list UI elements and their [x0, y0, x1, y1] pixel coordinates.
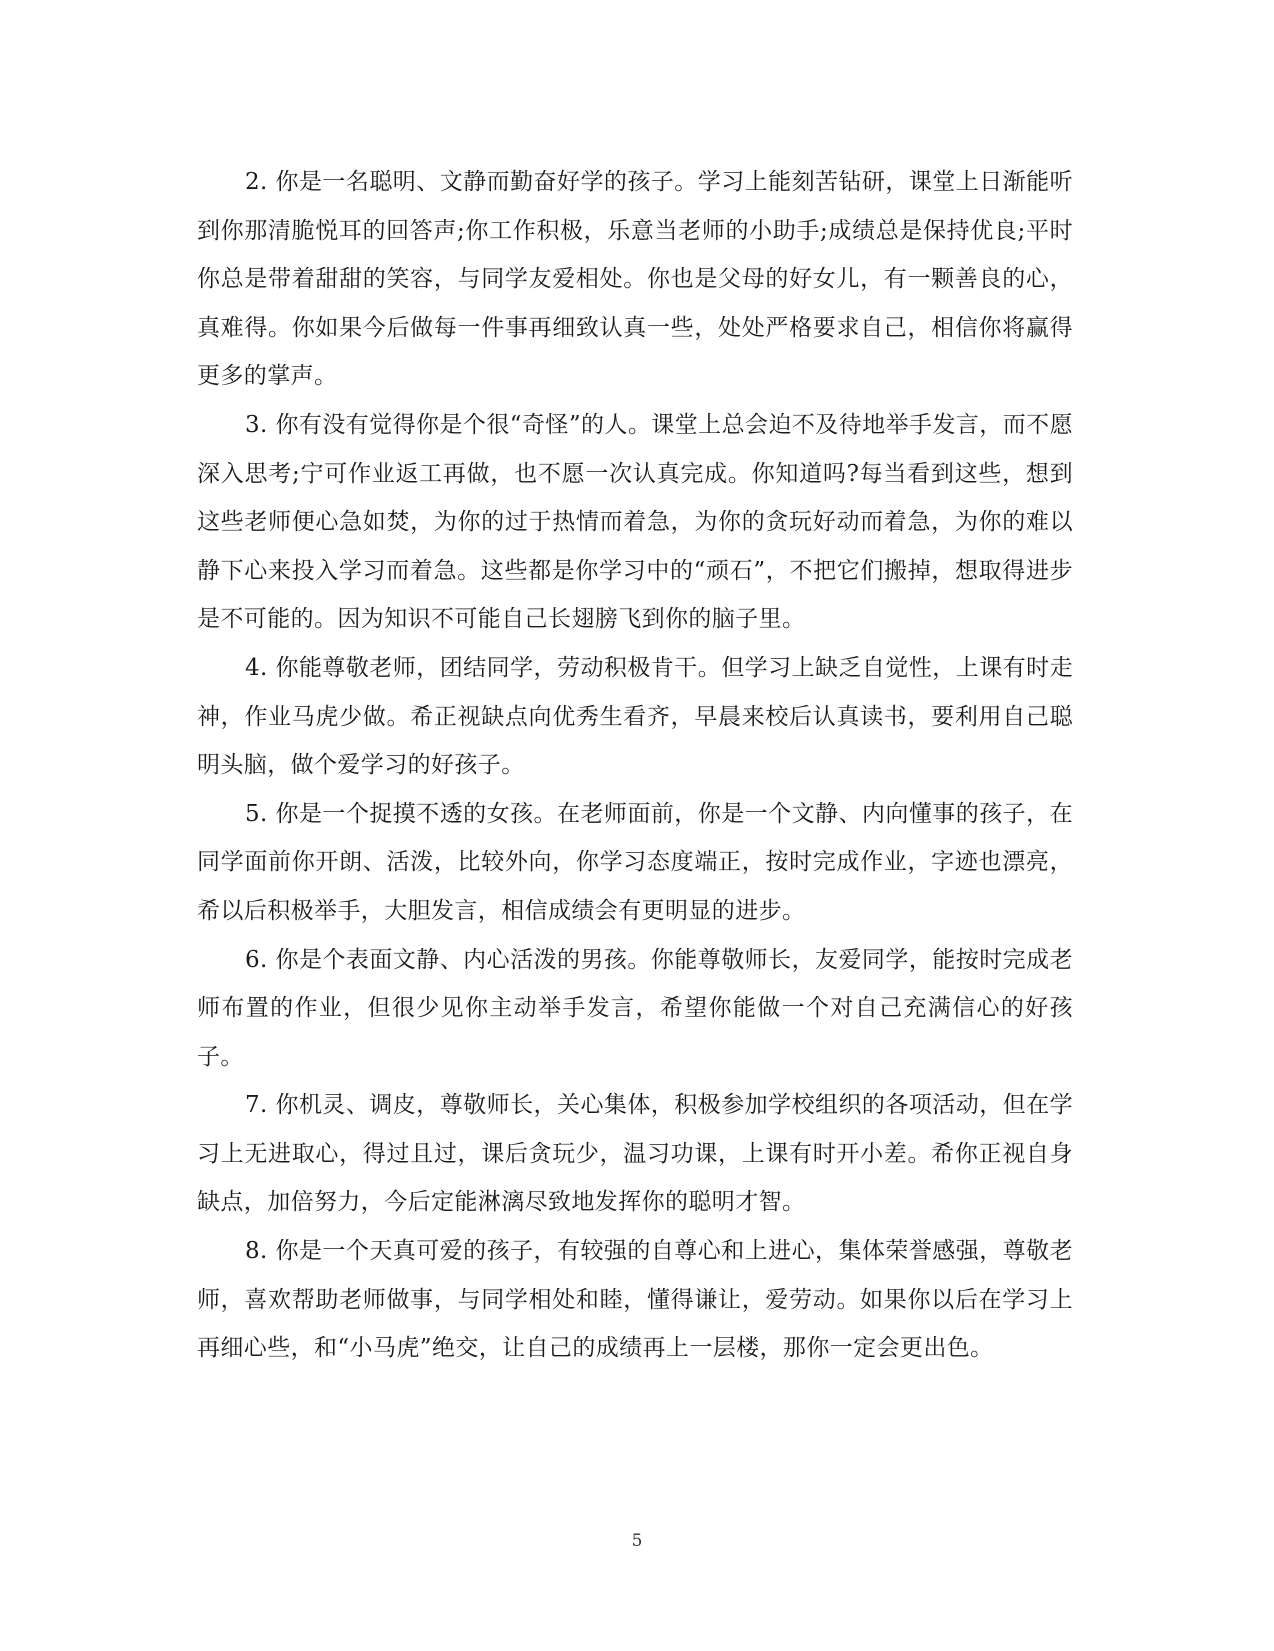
document-body	[197, 158, 1073, 1373]
paragraph-4: 4. 你能尊敬老师，团结同学，劳动积极肯干。但学习上缺乏自觉性，上课有时走神，作业马虎少做。希正视缺点向优秀生看齐，早晨来校后认真读书，要利用自己聪明头脑，做个爱学习的好孩子。	[197, 654, 1073, 779]
page-number: 5	[631, 1531, 643, 1551]
paragraph-3: 3. 你有没有觉得你是个很“奇怪”的人。课堂上总会迫不及待地举手发言，而不愿深入思考;宁可作业返工再做，也不愿一次认真完成。你知道吗?每当看到这些，想到这些老师便心急如焚，为你的过于热情而着急，为你的贪玩好动而着急，为你的难以静下心来投入学习而着急。这些都是你学习中的“顽石”，不把它们搬掉，想取得进步是不可能的。因为知识不可能自己长翅膀飞到你的脑子里。	[197, 411, 1073, 633]
paragraph-8: 8. 你是一个天真可爱的孩子，有较强的自尊心和上进心，集体荣誉感强，尊敬老师，喜欢帮助老师做事，与同学相处和睦，懂得谦让，爱劳动。如果你以后在学习上再细心些，和“小马虎”绝交，让自己的成绩再上一层楼，那你一定会更出色。	[197, 1238, 1073, 1362]
paragraph-7: 7. 你机灵、调皮，尊敬师长，关心集体，积极参加学校组织的各项活动，但在学习上无进取心，得过且过，课后贪玩少，温习功课，上课有时开小差。希你正视自身缺点，加倍努力，今后定能淋漓尽致地发挥你的聪明才智。	[197, 1092, 1073, 1216]
paragraph-6: 6. 你是个表面文静、内心活泼的男孩。你能尊敬师长，友爱同学，能按时完成老师布置的作业，但很少见你主动举手发言，希望你能做一个对自己充满信心的好孩子。	[197, 946, 1073, 1070]
paragraph-5: 5. 你是一个捉摸不透的女孩。在老师面前，你是一个文静、内向懂事的孩子，在同学面前你开朗、活泼，比较外向，你学习态度端正，按时完成作业，字迹也漂亮，希以后积极举手，大胆发言，相信成绩会有更明显的进步。	[197, 800, 1073, 924]
paragraph-2: 2. 你是一名聪明、文静而勤奋好学的孩子。学习上能刻苦钻研，课堂上日渐能听到你那清脆悦耳的回答声;你工作积极，乐意当老师的小助手;成绩总是保持优良;平时你总是带着甜甜的笑容，与同学友爱相处。你也是父母的好女儿，有一颗善良的心，真难得。你如果今后做每一件事再细致认真一些，处处严格要求自己，相信你将赢得更多的掌声。	[197, 169, 1073, 390]
